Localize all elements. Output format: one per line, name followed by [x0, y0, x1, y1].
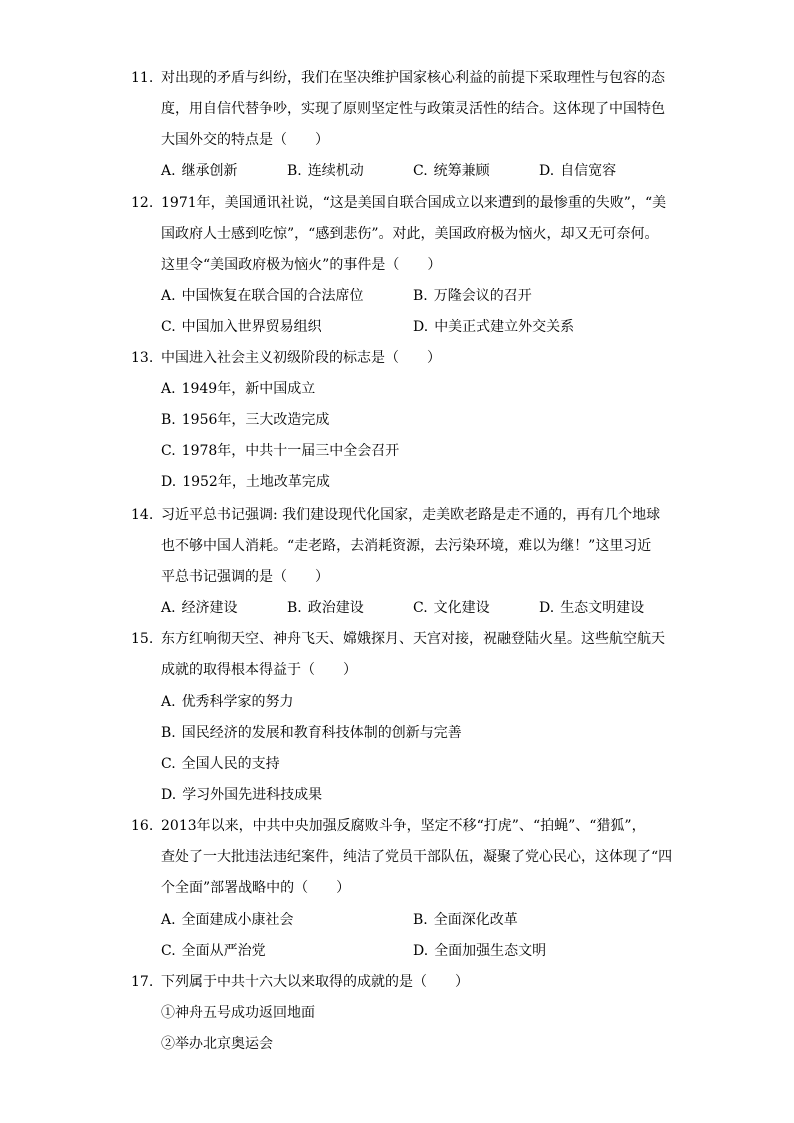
question-text-line: 大国外交的特点是（ ） — [161, 132, 329, 148]
question-number: 13. — [131, 350, 154, 366]
option-b: B. 全面深化改革 — [413, 912, 518, 928]
option-d: D. 自信宽容 — [539, 163, 617, 179]
option-c: C. 统筹兼顾 — [413, 163, 490, 179]
option-c: C. 中国加入世界贸易组织 — [161, 319, 322, 335]
option-a: A. 优秀科学家的努力 — [161, 694, 294, 710]
question-text-line: 个全面”部署战略中的（ ） — [161, 880, 351, 896]
question-number: 17. — [131, 974, 154, 990]
question-text-line: 下列属于中共十六大以来取得的成就的是（ ） — [161, 974, 469, 990]
question-text-line: 查处了一大批违法违纪案件，纯洁了党员干部队伍，凝聚了党心民心，这体现了“四 — [161, 849, 673, 865]
question-text-line: 2013年以来，中共中央加强反腐败斗争，坚定不移“打虎”、“拍蝇”、“猎狐”， — [161, 818, 646, 834]
question-text-line: 东方红响彻天空、神舟飞天、嫦娥探月、天宫对接，祝融登陆火星。这些航空航天 — [161, 631, 665, 647]
option-c: C. 1978年，中共十一届三中全会召开 — [161, 443, 400, 459]
option-c: C. 全面从严治党 — [161, 943, 266, 959]
option-b: B. 1956年，三大改造完成 — [161, 412, 330, 428]
question-text-line: 度，用自信代替争吵，实现了原则坚定性与政策灵活性的结合。这体现了中国特色 — [161, 101, 665, 117]
option-a: A. 继承创新 — [161, 163, 238, 179]
question-text-line: 平总书记强调的是（ ） — [161, 569, 329, 585]
question-number: 16. — [131, 818, 154, 834]
option-a: A. 全面建成小康社会 — [161, 912, 294, 928]
option-d: D. 全面加强生态文明 — [413, 943, 547, 959]
option-d: D. 1952年，土地改革完成 — [161, 474, 330, 490]
question-text-line: 也不够中国人消耗。“走老路，去消耗资源，去污染环境，难以为继！”这里习近 — [161, 538, 652, 554]
option-a: A. 经济建设 — [161, 600, 238, 616]
option-c: C. 文化建设 — [413, 600, 490, 616]
option-a: A. 1949年，新中国成立 — [161, 381, 316, 397]
option-b: B. 万隆会议的召开 — [413, 288, 532, 304]
question-number: 15. — [131, 631, 154, 647]
option-d: D. 学习外国先进科技成果 — [161, 787, 323, 803]
question-text-line: 国政府人士感到吃惊”，“感到悲伤”。对此，美国政府极为恼火，却又无可奈何。 — [161, 226, 659, 242]
question-number: 12. — [131, 195, 154, 211]
question-text-line: 对出现的矛盾与纠纷，我们在坚决维护国家核心利益的前提下采取理性与包容的态 — [161, 70, 665, 86]
option-d: D. 中美正式建立外交关系 — [413, 319, 575, 335]
question-text-line: ①神舟五号成功返回地面 — [161, 1005, 315, 1021]
option-c: C. 全国人民的支持 — [161, 756, 280, 772]
question-text-line: 成就的取得根本得益于（ ） — [161, 662, 357, 678]
option-b: B. 连续机动 — [287, 163, 364, 179]
question-text-line: 习近平总书记强调: 我们建设现代化国家，走美欧老路是走不通的，再有几个地球 — [161, 507, 661, 523]
question-text-line: 这里令“美国政府极为恼火”的事件是（ ） — [161, 257, 442, 273]
question-text-line: ②举办北京奥运会 — [161, 1036, 273, 1052]
option-b: B. 政治建设 — [287, 600, 364, 616]
option-d: D. 生态文明建设 — [539, 600, 645, 616]
option-a: A. 中国恢复在联合国的合法席位 — [161, 288, 364, 304]
question-number: 14. — [131, 507, 154, 523]
question-text-line: 1971年，美国通讯社说，“这是美国自联合国成立以来遭到的最惨重的失败”，“美 — [161, 195, 667, 211]
question-number: 11. — [131, 70, 154, 86]
option-b: B. 国民经济的发展和教育科技体制的创新与完善 — [161, 725, 462, 741]
question-text-line: 中国进入社会主义初级阶段的标志是（ ） — [161, 350, 441, 366]
